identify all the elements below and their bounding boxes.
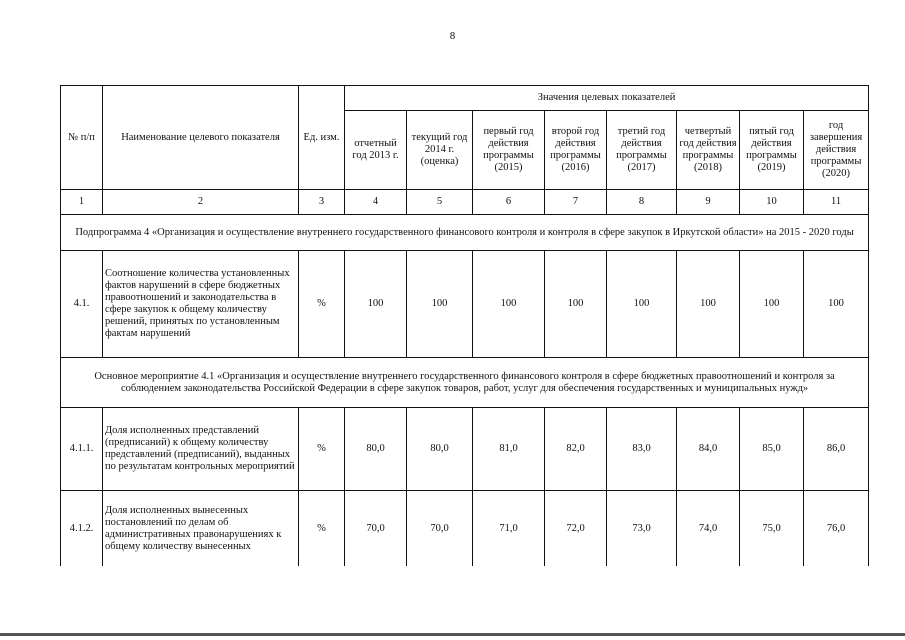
column-number: 11 bbox=[804, 190, 869, 215]
column-number: 2 bbox=[103, 190, 299, 215]
value-cell: 100 bbox=[473, 251, 545, 358]
value-cell: 100 bbox=[677, 251, 740, 358]
value-cell: 75,0 bbox=[740, 491, 804, 567]
indicator-unit: % bbox=[299, 251, 345, 358]
value-cell: 72,0 bbox=[545, 491, 607, 567]
column-number: 8 bbox=[607, 190, 677, 215]
header-year-2020: год завершения действия программы (2020) bbox=[804, 111, 869, 190]
value-cell: 100 bbox=[607, 251, 677, 358]
table-row bbox=[61, 491, 869, 567]
value-cell: 80,0 bbox=[345, 408, 407, 491]
table-row bbox=[61, 408, 869, 491]
indicator-name: Доля исполненных вынесенных постановлений по делам об административных правонарушениях к общему количеству вынесенных bbox=[103, 491, 299, 567]
column-number: 3 bbox=[299, 190, 345, 215]
value-cell: 71,0 bbox=[473, 491, 545, 567]
header-year-2018: четвертый год действия программы (2018) bbox=[677, 111, 740, 190]
value-cell: 84,0 bbox=[677, 408, 740, 491]
value-cell: 80,0 bbox=[407, 408, 473, 491]
header-num: № п/п bbox=[61, 86, 103, 190]
header-year-2017: третий год действия программы (2017) bbox=[607, 111, 677, 190]
value-cell: 100 bbox=[407, 251, 473, 358]
row-num: 4.1.2. bbox=[61, 491, 103, 567]
column-number: 7 bbox=[545, 190, 607, 215]
row-num: 4.1.1. bbox=[61, 408, 103, 491]
value-cell: 73,0 bbox=[607, 491, 677, 567]
header-year-2016: второй год действия программы (2016) bbox=[545, 111, 607, 190]
indicator-name: Доля исполненных представлений (предписаний) к общему количеству представлений (предписаний), выданных по результатам контрольных мероприятий bbox=[103, 408, 299, 491]
header-values-group: Значения целевых показателей bbox=[345, 86, 869, 111]
column-number: 6 bbox=[473, 190, 545, 215]
subprogram-title: Подпрограмма 4 «Организация и осуществление внутреннего государственного финансового контроля и контроля в сфере закупок в Иркутской области» на 2015 - 2020 годы bbox=[61, 215, 869, 251]
value-cell: 81,0 bbox=[473, 408, 545, 491]
page-number: 8 bbox=[449, 30, 456, 42]
value-cell: 76,0 bbox=[804, 491, 869, 567]
value-cell: 85,0 bbox=[740, 408, 804, 491]
row-num: 4.1. bbox=[61, 251, 103, 358]
value-cell: 82,0 bbox=[545, 408, 607, 491]
header-year-2019: пятый год действия программы (2019) bbox=[740, 111, 804, 190]
column-number: 5 bbox=[407, 190, 473, 215]
value-cell: 100 bbox=[804, 251, 869, 358]
header-name: Наименование целевого показателя bbox=[103, 86, 299, 190]
column-number: 1 bbox=[61, 190, 103, 215]
table-row bbox=[61, 251, 869, 358]
value-cell: 70,0 bbox=[345, 491, 407, 567]
indicator-unit: % bbox=[299, 491, 345, 567]
indicator-unit: % bbox=[299, 408, 345, 491]
value-cell: 100 bbox=[545, 251, 607, 358]
subprogram-row bbox=[61, 215, 869, 251]
indicator-name: Соотношение количества установленных фактов нарушений в сфере бюджетных правоотношений и законодательства в сфере закупок к общему количеству решений, принятых по установленным фактам нарушений bbox=[103, 251, 299, 358]
scan-bottom-edge bbox=[0, 633, 905, 636]
header-year-2013: отчетный год 2013 г. bbox=[345, 111, 407, 190]
target-indicators-table bbox=[60, 85, 869, 566]
value-cell: 86,0 bbox=[804, 408, 869, 491]
value-cell: 100 bbox=[345, 251, 407, 358]
value-cell: 74,0 bbox=[677, 491, 740, 567]
header-unit: Ед. изм. bbox=[299, 86, 345, 190]
column-number: 9 bbox=[677, 190, 740, 215]
header-year-2015: первый год действия программы (2015) bbox=[473, 111, 545, 190]
value-cell: 70,0 bbox=[407, 491, 473, 567]
value-cell: 83,0 bbox=[607, 408, 677, 491]
header-year-2014: текущий год 2014 г. (оценка) bbox=[407, 111, 473, 190]
value-cell: 100 bbox=[740, 251, 804, 358]
column-number: 10 bbox=[740, 190, 804, 215]
column-numbers-row bbox=[61, 190, 869, 215]
main-activity-title: Основное мероприятие 4.1 «Организация и осуществление внутреннего государственного финансового контроля в сфере бюджетных правоотношений и контроля за соблюдением законодательства Российской Федерации в сфере закупок товаров, работ, услуг для обеспечения государственных и муниципальных нужд» bbox=[61, 358, 869, 408]
column-number: 4 bbox=[345, 190, 407, 215]
main-activity-row bbox=[61, 358, 869, 408]
